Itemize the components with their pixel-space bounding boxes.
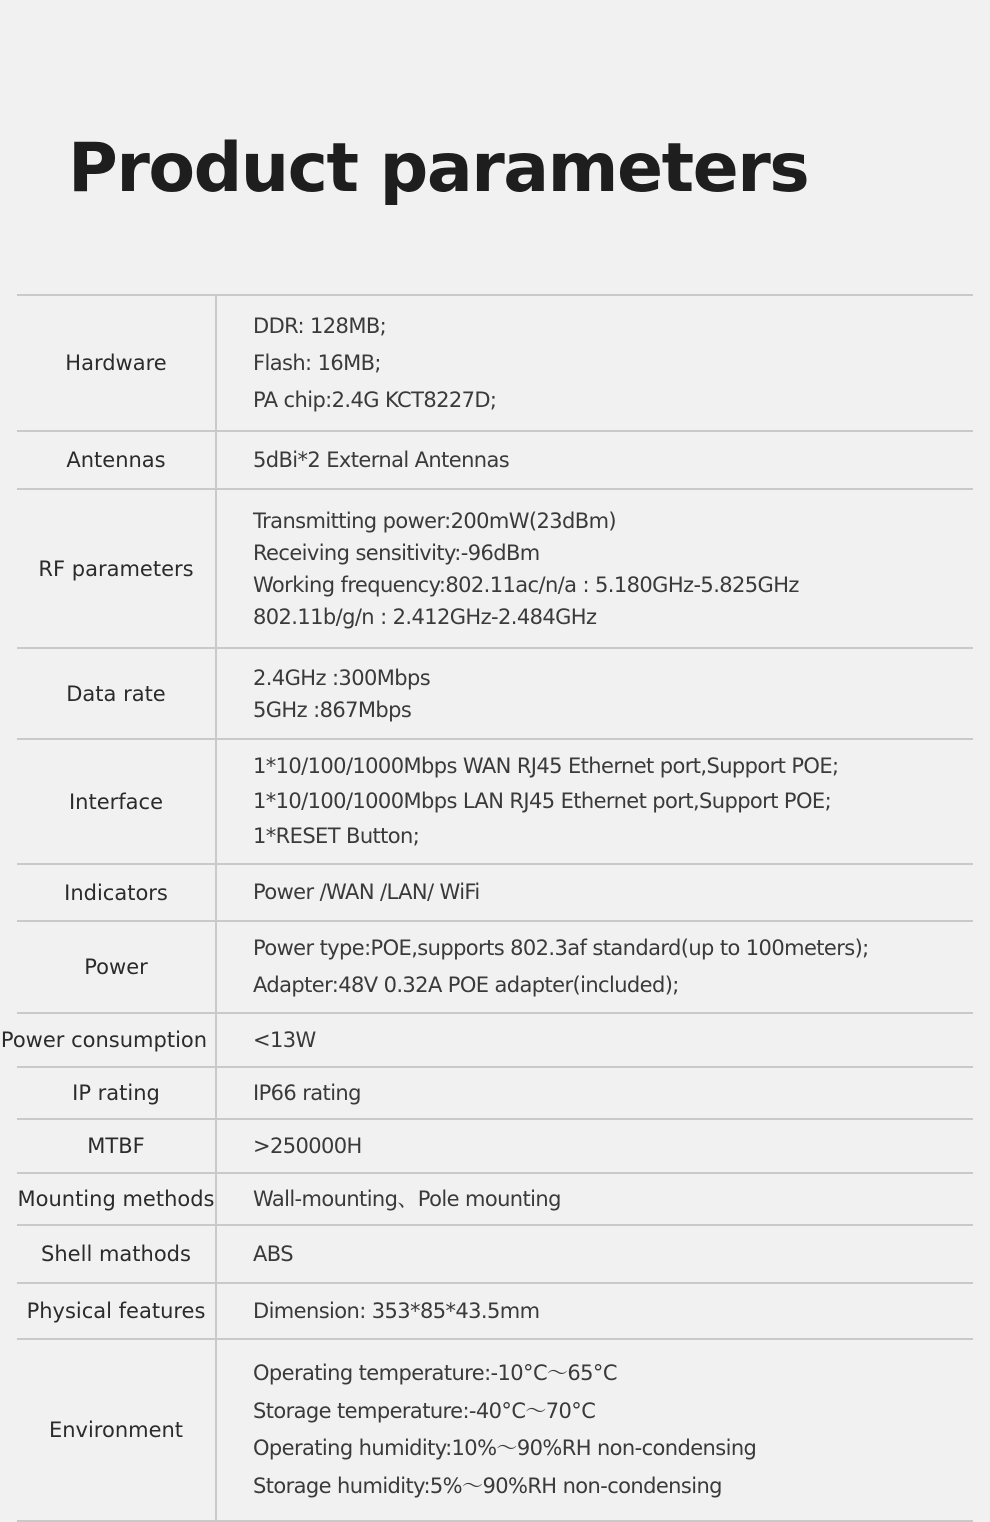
- param-label: Shell mathods: [17, 1226, 217, 1282]
- param-label: Environment: [17, 1340, 217, 1520]
- param-label: Hardware: [17, 296, 217, 430]
- param-row-power: [17, 922, 973, 1014]
- param-value-line: >250000H: [253, 1133, 362, 1158]
- param-row-interface: [17, 740, 973, 865]
- param-label: Interface: [17, 740, 217, 863]
- param-row-indicators: [17, 865, 973, 922]
- param-label: [0, 1014, 217, 1066]
- param-row-mounting-methods: [17, 1174, 973, 1226]
- param-row-antennas: [17, 432, 973, 490]
- param-value: [217, 1120, 973, 1172]
- param-value-line: Wall-mounting、Pole mounting: [253, 1186, 561, 1211]
- param-value-line: DDR: 128MB;: [253, 313, 387, 338]
- param-row-shell-mathods: [17, 1226, 973, 1284]
- parameters-table: [0, 294, 973, 1522]
- param-value-line: 5dBi*2 External Antennas: [253, 447, 510, 472]
- param-row-power-consumption: [0, 1014, 973, 1068]
- param-value-line: Receiving sensitivity:-96dBm: [253, 540, 540, 565]
- param-value-line: Operating temperature:-10°C～65°C: [253, 1361, 617, 1385]
- param-value-line: PA chip:2.4G KCT8227D;: [253, 387, 497, 412]
- param-value-line: 1*10/100/1000Mbps WAN RJ45 Ethernet port,Support POE;: [253, 754, 839, 778]
- param-value-line: 1*10/100/1000Mbps LAN RJ45 Ethernet port,Support POE;: [253, 789, 832, 813]
- param-value-line: Power /WAN /LAN/ WiFi: [253, 880, 480, 904]
- param-label: Physical features: [17, 1284, 217, 1338]
- param-value: [217, 1340, 973, 1520]
- param-row-mtbf: [17, 1120, 973, 1174]
- param-row-physical-features: [17, 1284, 973, 1340]
- param-value-line: Transmitting power:200mW(23dBm): [253, 508, 617, 533]
- param-value-line: ABS: [253, 1241, 293, 1266]
- param-value: [217, 490, 973, 647]
- param-value: [217, 922, 973, 1012]
- param-row-ip-rating: [17, 1068, 973, 1120]
- param-label: Data rate: [17, 649, 217, 738]
- param-value-line: 1*RESET Button;: [253, 824, 420, 848]
- param-label-text: Power consumption: [0, 1028, 208, 1052]
- param-value-line: 2.4GHz :300Mbps: [253, 665, 431, 690]
- param-row-rf-parameters: [17, 490, 973, 649]
- param-label: Power: [17, 922, 217, 1012]
- param-value: [217, 432, 973, 488]
- param-value: [217, 1014, 973, 1066]
- param-value: [217, 1284, 973, 1338]
- param-value-line: Operating humidity:10%～90%RH non-condensing: [253, 1436, 757, 1460]
- param-label: IP rating: [17, 1068, 217, 1118]
- param-label: MTBF: [17, 1120, 217, 1172]
- param-row-hardware: [17, 296, 973, 432]
- param-value-line: Flash: 16MB;: [253, 350, 381, 375]
- param-value: [217, 296, 973, 430]
- param-value-line: Power type:POE,supports 802.3af standard(up to 100meters);: [253, 936, 869, 960]
- param-value-line: Dimension: 353*85*43.5mm: [253, 1298, 540, 1323]
- param-value: [217, 740, 973, 863]
- param-value-line: 5GHz :867Mbps: [253, 697, 412, 722]
- param-value: [217, 865, 973, 920]
- param-row-environment: [17, 1340, 973, 1522]
- param-value: [217, 1174, 973, 1224]
- param-value-line: Storage temperature:-40°C～70°C: [253, 1398, 596, 1423]
- param-value-line: <13W: [253, 1027, 316, 1052]
- param-value-line: IP66 rating: [253, 1080, 361, 1105]
- param-label: Mounting methods: [17, 1174, 217, 1224]
- param-value: [217, 1226, 973, 1282]
- param-label: Antennas: [17, 432, 217, 488]
- param-label: RF parameters: [17, 490, 217, 647]
- param-row-data-rate: [17, 649, 973, 740]
- page-title: Product parameters: [68, 129, 809, 208]
- param-value: [217, 649, 973, 738]
- param-value-line: Working frequency:802.11ac/n/a : 5.180GHz-5.825GHz: [253, 572, 799, 597]
- param-value-line: Adapter:48V 0.32A POE adapter(included);: [253, 973, 679, 997]
- param-value-line: Storage humidity:5%～90%RH non-condensing: [253, 1473, 722, 1498]
- param-label: Indicators: [17, 865, 217, 920]
- param-value: [217, 1068, 973, 1118]
- param-value-line: 802.11b/g/n : 2.412GHz-2.484GHz: [253, 604, 597, 629]
